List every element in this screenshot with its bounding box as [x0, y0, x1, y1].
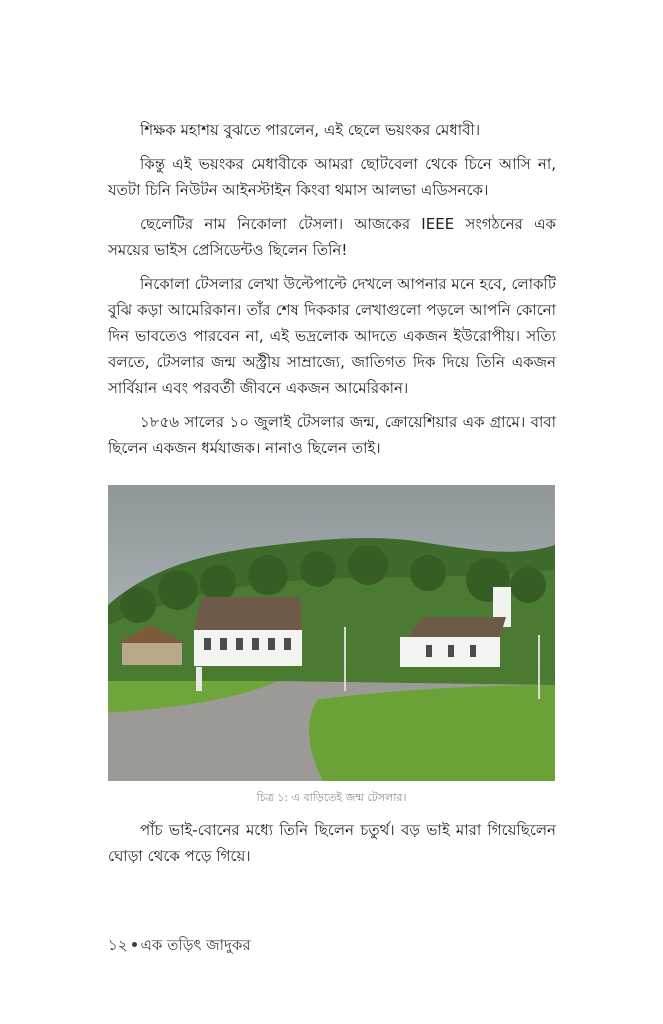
paragraph: ১৮৫৬ সালের ১০ জুলাই টেসলার জন্ম, ক্রোয়েশিয়ার এক গ্রামে। বাবা ছিলেন একজন ধর্মযাজক। নানাও ছিলেন তাই।: [108, 413, 556, 457]
figure-caption: চিত্র ১: এ বাড়িতেই জন্ম টেসলার।: [256, 791, 407, 804]
page-number: ১২: [108, 936, 128, 954]
footer-dot-icon: [132, 942, 137, 947]
house-photo: [108, 485, 555, 781]
text-block-bottom: [108, 817, 556, 877]
paragraph: নিকোলা টেসলার লেখা উল্টেপাল্টে দেখলে আপনার মনে হবে, লোকটি বুঝি কড়া আমেরিকান। তাঁর শেষ দিককার লেখাগুলো পড়লে আপনি কোনো দিন ভাবতেও পারবেন না, এই ভদ্রলোক আদতে একজন ইউরোপীয়। সত্যি বলতে, টেসলার জন্ম অস্ট্রীয় সাম্রাজ্যে, জাতিগত দিক দিয়ে তিনি একজন সার্বিয়ান এবং পরবর্তী জীবনে একজন আমেরিকান।: [108, 275, 556, 397]
text-block-top: [108, 117, 556, 469]
photo-illustration: [108, 485, 555, 781]
book-title: এক তড়িৎ জাদুকর: [140, 936, 251, 954]
paragraph: ছেলেটির নাম নিকোলা টেসলা। আজকের IEEE সংগঠনের এক সময়ের ভাইস প্রেসিডেন্টও ছিলেন তিনি!: [108, 215, 556, 259]
paragraph: শিক্ষক মহাশয় বুঝতে পারলেন, এই ছেলে ভয়ংকর মেধাবী।: [140, 121, 481, 139]
paragraph: পাঁচ ভাই-বোনের মধ্যে তিনি ছিলেন চতুর্থ। বড় ভাই মারা গিয়েছিলেন ঘোড়া থেকে পড়ে গিয়ে।: [108, 821, 556, 865]
page-footer: [108, 934, 251, 959]
paragraph: কিন্তু এই ভয়ংকর মেধাবীকে আমরা ছোটবেলা থেকে চিনে আসি না, যতটা চিনি নিউটন আইনস্টাইন কিংবা থমাস আলভা এডিসনকে।: [108, 155, 556, 199]
